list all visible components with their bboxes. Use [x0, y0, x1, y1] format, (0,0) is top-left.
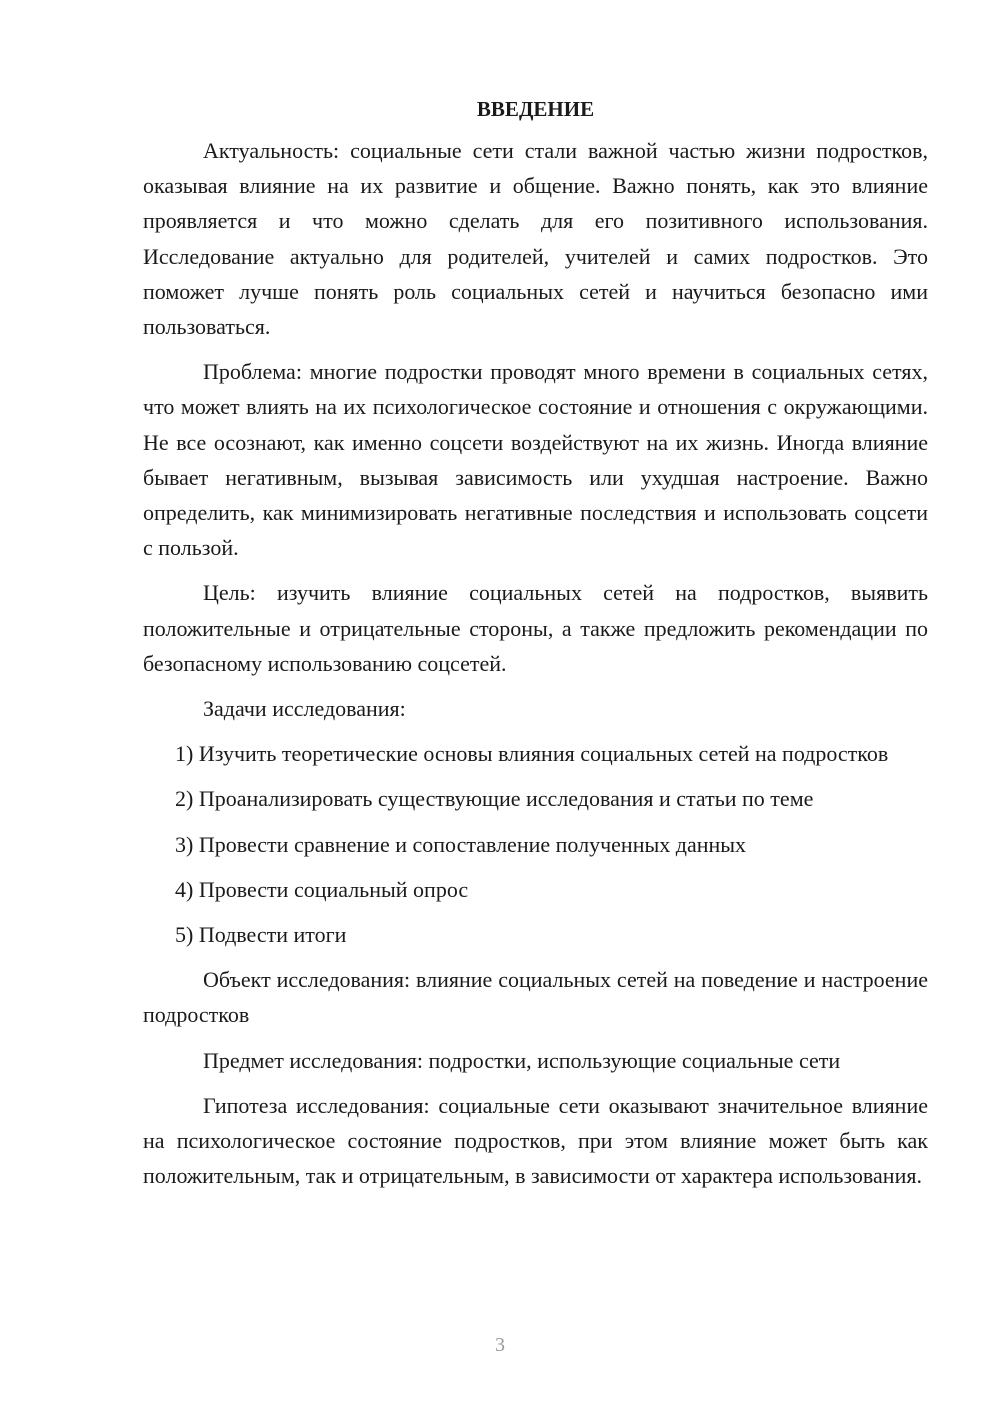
- page-number: 3: [495, 1334, 505, 1356]
- hypothesis-paragraph: Гипотеза исследования: социальные сети оказывают значительное влияние на психологическое состояние подростков, при этом влияние может быть как положительным, так и отрицательным, в зависимости от характера использования.: [143, 1092, 928, 1189]
- task-item: 2) Проанализировать существующие исследования и статьи по теме: [175, 786, 814, 812]
- relevance-paragraph: Актуальность: социальные сети стали важной частью жизни подростков, оказывая влияние на их развитие и общение. Важно понять, как это влияние проявляется и что можно сделать для его позитивного использования. Исследование актуально для родителей, учителей и самих подростков. Это поможет лучше понять роль социальных сетей и научиться безопасно ими пользоваться.: [143, 138, 928, 340]
- task-item: 3) Провести сравнение и сопоставление полученных данных: [175, 831, 747, 857]
- goal-paragraph: Цель: изучить влияние социальных сетей на подростков, выявить положительные и отрицательные стороны, а также предложить рекомендации по безопасному использованию соцсетей.: [143, 580, 928, 676]
- subject-paragraph: Предмет исследования: подростки, использующие социальные сети: [203, 1047, 841, 1073]
- object-paragraph: Объект исследования: влияние социальных сетей на поведение и настроение подростков: [143, 967, 928, 1028]
- task-item: 4) Провести социальный опрос: [175, 876, 469, 902]
- task-item: 5) Подвести итоги: [175, 922, 347, 948]
- problem-paragraph: Проблема: многие подростки проводят много времени в социальных сетях, что может влиять на их психологическое состояние и отношения с окружающими. Не все осознают, как именно соцсети воздействуют на их жизнь. Иногда влияние бывает негативным, вызывая зависимость или ухудшая настроение. Важно определить, как минимизировать негативные последствия и использовать соцсети с пользой.: [143, 359, 928, 561]
- page-title: ВВЕДЕНИЕ: [476, 97, 595, 121]
- document-page: [143, 92, 928, 1203]
- task-item: 1) Изучить теоретические основы влияния социальных сетей на подростков: [175, 741, 889, 767]
- tasks-heading: Задачи исследования:: [203, 696, 406, 722]
- tasks-list: [143, 736, 928, 952]
